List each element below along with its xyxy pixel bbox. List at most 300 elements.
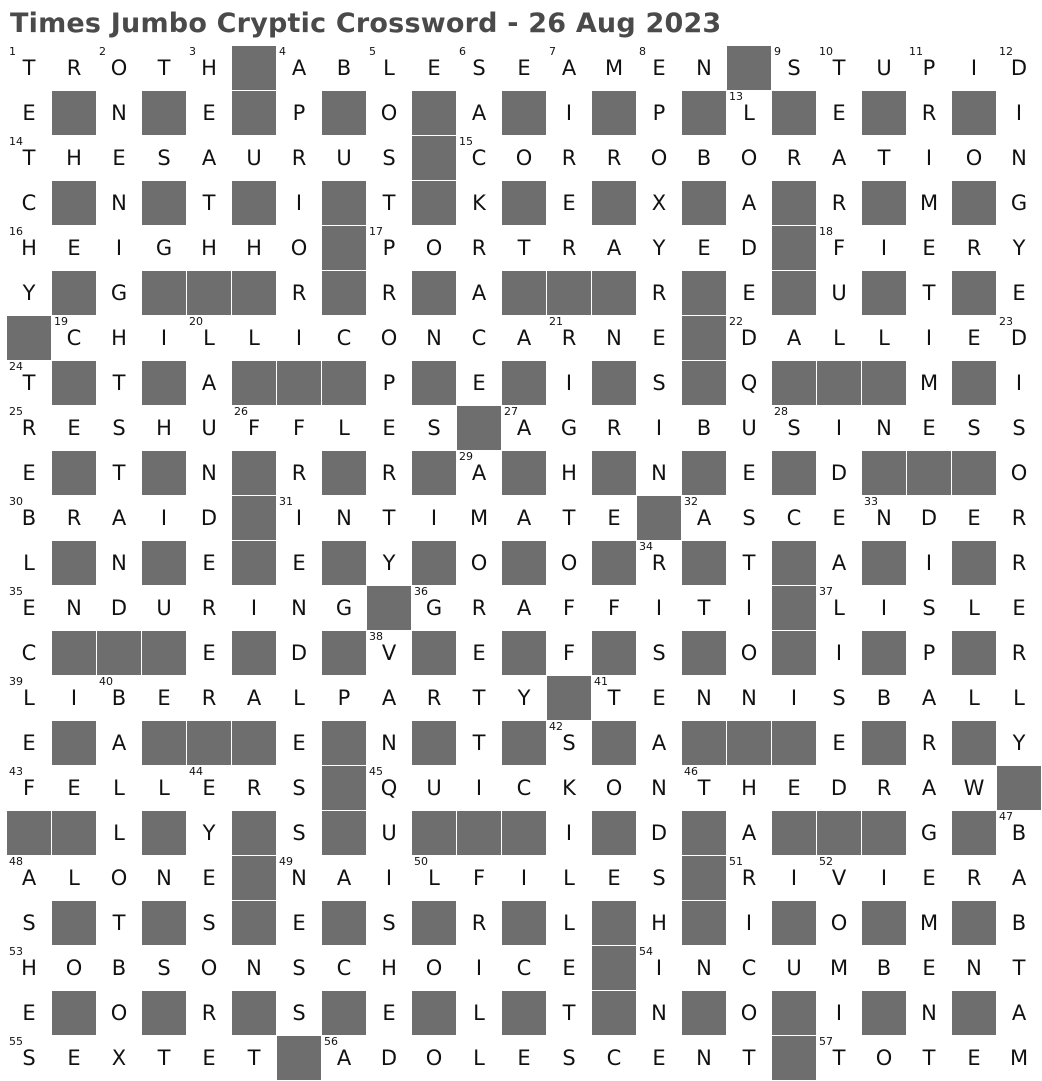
grid-letter-cell[interactable] xyxy=(997,451,1042,496)
grid-letter-cell[interactable] xyxy=(907,631,952,676)
grid-letter-cell[interactable] xyxy=(367,316,412,361)
grid-letter-cell[interactable] xyxy=(547,496,592,541)
grid-letter-cell[interactable] xyxy=(952,856,997,901)
grid-letter-cell[interactable] xyxy=(232,226,277,271)
grid-letter-cell[interactable] xyxy=(412,676,457,721)
grid-letter-cell[interactable] xyxy=(187,991,232,1036)
grid-letter-cell[interactable] xyxy=(232,316,277,361)
grid-letter-cell[interactable] xyxy=(772,766,817,811)
grid-letter-cell[interactable] xyxy=(142,46,187,91)
grid-letter-cell[interactable] xyxy=(592,856,637,901)
grid-letter-cell[interactable] xyxy=(907,676,952,721)
grid-letter-cell[interactable] xyxy=(817,766,862,811)
grid-letter-cell[interactable] xyxy=(97,1036,142,1081)
grid-letter-cell[interactable] xyxy=(7,541,52,586)
grid-letter-cell[interactable] xyxy=(547,226,592,271)
grid-letter-cell[interactable] xyxy=(592,406,637,451)
grid-letter-cell[interactable] xyxy=(547,136,592,181)
grid-letter-cell[interactable] xyxy=(322,496,367,541)
grid-letter-cell[interactable] xyxy=(592,676,637,721)
grid-letter-cell[interactable] xyxy=(502,136,547,181)
grid-letter-cell[interactable] xyxy=(547,901,592,946)
grid-letter-cell[interactable] xyxy=(997,541,1042,586)
grid-letter-cell[interactable] xyxy=(457,451,502,496)
grid-letter-cell[interactable] xyxy=(412,766,457,811)
grid-letter-cell[interactable] xyxy=(187,316,232,361)
grid-letter-cell[interactable] xyxy=(97,901,142,946)
grid-letter-cell[interactable] xyxy=(367,46,412,91)
grid-letter-cell[interactable] xyxy=(862,316,907,361)
grid-letter-cell[interactable] xyxy=(97,91,142,136)
grid-letter-cell[interactable] xyxy=(637,901,682,946)
grid-letter-cell[interactable] xyxy=(52,676,97,721)
grid-letter-cell[interactable] xyxy=(277,406,322,451)
grid-letter-cell[interactable] xyxy=(412,46,457,91)
grid-letter-cell[interactable] xyxy=(7,181,52,226)
grid-letter-cell[interactable] xyxy=(727,91,772,136)
grid-letter-cell[interactable] xyxy=(862,676,907,721)
grid-letter-cell[interactable] xyxy=(997,271,1042,316)
grid-letter-cell[interactable] xyxy=(277,811,322,856)
grid-letter-cell[interactable] xyxy=(997,586,1042,631)
grid-letter-cell[interactable] xyxy=(637,586,682,631)
grid-letter-cell[interactable] xyxy=(817,451,862,496)
grid-letter-cell[interactable] xyxy=(52,136,97,181)
grid-letter-cell[interactable] xyxy=(52,406,97,451)
grid-letter-cell[interactable] xyxy=(862,496,907,541)
grid-letter-cell[interactable] xyxy=(997,361,1042,406)
grid-letter-cell[interactable] xyxy=(907,316,952,361)
grid-letter-cell[interactable] xyxy=(637,91,682,136)
grid-letter-cell[interactable] xyxy=(772,316,817,361)
grid-letter-cell[interactable] xyxy=(817,406,862,451)
grid-letter-cell[interactable] xyxy=(547,856,592,901)
grid-letter-cell[interactable] xyxy=(277,271,322,316)
grid-letter-cell[interactable] xyxy=(322,676,367,721)
grid-letter-cell[interactable] xyxy=(547,811,592,856)
grid-letter-cell[interactable] xyxy=(727,901,772,946)
grid-letter-cell[interactable] xyxy=(457,766,502,811)
grid-letter-cell[interactable] xyxy=(187,361,232,406)
grid-letter-cell[interactable] xyxy=(862,766,907,811)
grid-letter-cell[interactable] xyxy=(277,856,322,901)
grid-letter-cell[interactable] xyxy=(322,316,367,361)
grid-letter-cell[interactable] xyxy=(727,766,772,811)
grid-letter-cell[interactable] xyxy=(547,181,592,226)
grid-letter-cell[interactable] xyxy=(637,541,682,586)
grid-letter-cell[interactable] xyxy=(277,946,322,991)
grid-letter-cell[interactable] xyxy=(7,361,52,406)
grid-letter-cell[interactable] xyxy=(637,361,682,406)
grid-letter-cell[interactable] xyxy=(457,226,502,271)
grid-letter-cell[interactable] xyxy=(502,676,547,721)
grid-letter-cell[interactable] xyxy=(502,766,547,811)
grid-letter-cell[interactable] xyxy=(97,676,142,721)
grid-letter-cell[interactable] xyxy=(277,496,322,541)
grid-letter-cell[interactable] xyxy=(322,136,367,181)
grid-letter-cell[interactable] xyxy=(502,856,547,901)
grid-letter-cell[interactable] xyxy=(727,406,772,451)
grid-letter-cell[interactable] xyxy=(592,226,637,271)
grid-letter-cell[interactable] xyxy=(862,1036,907,1081)
grid-letter-cell[interactable] xyxy=(727,271,772,316)
grid-letter-cell[interactable] xyxy=(277,136,322,181)
grid-letter-cell[interactable] xyxy=(97,136,142,181)
grid-letter-cell[interactable] xyxy=(7,91,52,136)
grid-letter-cell[interactable] xyxy=(277,451,322,496)
grid-letter-cell[interactable] xyxy=(7,721,52,766)
grid-letter-cell[interactable] xyxy=(187,901,232,946)
grid-letter-cell[interactable] xyxy=(187,181,232,226)
grid-letter-cell[interactable] xyxy=(547,316,592,361)
grid-letter-cell[interactable] xyxy=(7,631,52,676)
grid-letter-cell[interactable] xyxy=(232,136,277,181)
grid-letter-cell[interactable] xyxy=(997,316,1042,361)
grid-letter-cell[interactable] xyxy=(592,46,637,91)
grid-letter-cell[interactable] xyxy=(817,991,862,1036)
grid-letter-cell[interactable] xyxy=(232,406,277,451)
grid-letter-cell[interactable] xyxy=(277,316,322,361)
grid-letter-cell[interactable] xyxy=(277,721,322,766)
grid-letter-cell[interactable] xyxy=(817,1036,862,1081)
grid-letter-cell[interactable] xyxy=(187,946,232,991)
grid-letter-cell[interactable] xyxy=(907,91,952,136)
grid-letter-cell[interactable] xyxy=(727,586,772,631)
grid-letter-cell[interactable] xyxy=(52,856,97,901)
grid-letter-cell[interactable] xyxy=(367,406,412,451)
grid-letter-cell[interactable] xyxy=(637,181,682,226)
grid-letter-cell[interactable] xyxy=(592,766,637,811)
grid-letter-cell[interactable] xyxy=(277,46,322,91)
grid-letter-cell[interactable] xyxy=(502,316,547,361)
grid-letter-cell[interactable] xyxy=(7,676,52,721)
grid-letter-cell[interactable] xyxy=(592,1036,637,1081)
grid-letter-cell[interactable] xyxy=(142,496,187,541)
grid-letter-cell[interactable] xyxy=(682,676,727,721)
grid-letter-cell[interactable] xyxy=(187,811,232,856)
grid-letter-cell[interactable] xyxy=(907,991,952,1036)
grid-letter-cell[interactable] xyxy=(457,676,502,721)
grid-letter-cell[interactable] xyxy=(862,856,907,901)
grid-letter-cell[interactable] xyxy=(97,451,142,496)
grid-letter-cell[interactable] xyxy=(277,631,322,676)
grid-letter-cell[interactable] xyxy=(142,766,187,811)
grid-letter-cell[interactable] xyxy=(52,496,97,541)
grid-letter-cell[interactable] xyxy=(277,901,322,946)
grid-letter-cell[interactable] xyxy=(412,586,457,631)
grid-letter-cell[interactable] xyxy=(637,226,682,271)
grid-letter-cell[interactable] xyxy=(367,1036,412,1081)
grid-letter-cell[interactable] xyxy=(637,991,682,1036)
grid-letter-cell[interactable] xyxy=(682,46,727,91)
grid-letter-cell[interactable] xyxy=(142,856,187,901)
grid-letter-cell[interactable] xyxy=(412,316,457,361)
grid-letter-cell[interactable] xyxy=(457,136,502,181)
grid-letter-cell[interactable] xyxy=(547,766,592,811)
grid-letter-cell[interactable] xyxy=(817,676,862,721)
grid-letter-cell[interactable] xyxy=(952,136,997,181)
grid-letter-cell[interactable] xyxy=(907,271,952,316)
grid-letter-cell[interactable] xyxy=(412,1036,457,1081)
grid-letter-cell[interactable] xyxy=(637,271,682,316)
grid-letter-cell[interactable] xyxy=(187,856,232,901)
grid-letter-cell[interactable] xyxy=(817,946,862,991)
grid-letter-cell[interactable] xyxy=(457,541,502,586)
grid-letter-cell[interactable] xyxy=(187,586,232,631)
grid-letter-cell[interactable] xyxy=(457,496,502,541)
grid-letter-cell[interactable] xyxy=(7,496,52,541)
grid-letter-cell[interactable] xyxy=(367,721,412,766)
grid-letter-cell[interactable] xyxy=(547,586,592,631)
grid-letter-cell[interactable] xyxy=(772,46,817,91)
grid-letter-cell[interactable] xyxy=(277,91,322,136)
grid-letter-cell[interactable] xyxy=(457,1036,502,1081)
grid-letter-cell[interactable] xyxy=(727,496,772,541)
grid-letter-cell[interactable] xyxy=(502,226,547,271)
grid-letter-cell[interactable] xyxy=(997,406,1042,451)
grid-letter-cell[interactable] xyxy=(142,136,187,181)
grid-letter-cell[interactable] xyxy=(907,721,952,766)
grid-letter-cell[interactable] xyxy=(727,316,772,361)
grid-letter-cell[interactable] xyxy=(7,226,52,271)
grid-letter-cell[interactable] xyxy=(187,631,232,676)
grid-letter-cell[interactable] xyxy=(637,451,682,496)
grid-letter-cell[interactable] xyxy=(97,946,142,991)
grid-letter-cell[interactable] xyxy=(727,991,772,1036)
grid-letter-cell[interactable] xyxy=(817,721,862,766)
grid-letter-cell[interactable] xyxy=(457,991,502,1036)
grid-letter-cell[interactable] xyxy=(952,676,997,721)
grid-letter-cell[interactable] xyxy=(142,586,187,631)
grid-letter-cell[interactable] xyxy=(367,946,412,991)
grid-letter-cell[interactable] xyxy=(772,856,817,901)
grid-letter-cell[interactable] xyxy=(7,1036,52,1081)
grid-letter-cell[interactable] xyxy=(367,766,412,811)
grid-letter-cell[interactable] xyxy=(457,181,502,226)
grid-letter-cell[interactable] xyxy=(907,46,952,91)
grid-letter-cell[interactable] xyxy=(727,136,772,181)
grid-letter-cell[interactable] xyxy=(97,856,142,901)
grid-letter-cell[interactable] xyxy=(817,496,862,541)
grid-letter-cell[interactable] xyxy=(637,1036,682,1081)
grid-letter-cell[interactable] xyxy=(727,856,772,901)
grid-letter-cell[interactable] xyxy=(952,226,997,271)
grid-letter-cell[interactable] xyxy=(907,946,952,991)
grid-letter-cell[interactable] xyxy=(817,91,862,136)
grid-letter-cell[interactable] xyxy=(412,946,457,991)
grid-letter-cell[interactable] xyxy=(7,46,52,91)
grid-letter-cell[interactable] xyxy=(97,226,142,271)
grid-letter-cell[interactable] xyxy=(277,226,322,271)
grid-letter-cell[interactable] xyxy=(637,766,682,811)
grid-letter-cell[interactable] xyxy=(682,586,727,631)
grid-letter-cell[interactable] xyxy=(187,91,232,136)
grid-letter-cell[interactable] xyxy=(547,406,592,451)
grid-letter-cell[interactable] xyxy=(232,1036,277,1081)
grid-letter-cell[interactable] xyxy=(187,676,232,721)
grid-letter-cell[interactable] xyxy=(727,541,772,586)
grid-letter-cell[interactable] xyxy=(997,226,1042,271)
grid-letter-cell[interactable] xyxy=(502,1036,547,1081)
grid-letter-cell[interactable] xyxy=(412,226,457,271)
grid-letter-cell[interactable] xyxy=(367,676,412,721)
grid-letter-cell[interactable] xyxy=(997,901,1042,946)
grid-letter-cell[interactable] xyxy=(52,46,97,91)
grid-letter-cell[interactable] xyxy=(457,901,502,946)
grid-letter-cell[interactable] xyxy=(52,316,97,361)
grid-letter-cell[interactable] xyxy=(952,766,997,811)
grid-letter-cell[interactable] xyxy=(367,541,412,586)
grid-letter-cell[interactable] xyxy=(772,136,817,181)
grid-letter-cell[interactable] xyxy=(817,46,862,91)
grid-letter-cell[interactable] xyxy=(637,631,682,676)
grid-letter-cell[interactable] xyxy=(547,1036,592,1081)
grid-letter-cell[interactable] xyxy=(547,991,592,1036)
grid-letter-cell[interactable] xyxy=(277,676,322,721)
grid-letter-cell[interactable] xyxy=(142,406,187,451)
grid-letter-cell[interactable] xyxy=(997,1036,1042,1081)
grid-letter-cell[interactable] xyxy=(97,271,142,316)
grid-letter-cell[interactable] xyxy=(277,541,322,586)
grid-letter-cell[interactable] xyxy=(952,46,997,91)
grid-letter-cell[interactable] xyxy=(907,811,952,856)
grid-letter-cell[interactable] xyxy=(367,631,412,676)
grid-letter-cell[interactable] xyxy=(457,316,502,361)
grid-letter-cell[interactable] xyxy=(997,811,1042,856)
grid-letter-cell[interactable] xyxy=(322,586,367,631)
grid-letter-cell[interactable] xyxy=(322,856,367,901)
grid-letter-cell[interactable] xyxy=(907,901,952,946)
grid-letter-cell[interactable] xyxy=(187,496,232,541)
crossword-grid[interactable] xyxy=(6,45,1042,1081)
grid-letter-cell[interactable] xyxy=(367,811,412,856)
grid-letter-cell[interactable] xyxy=(457,946,502,991)
grid-letter-cell[interactable] xyxy=(7,451,52,496)
grid-letter-cell[interactable] xyxy=(952,406,997,451)
grid-letter-cell[interactable] xyxy=(637,721,682,766)
grid-letter-cell[interactable] xyxy=(682,766,727,811)
grid-letter-cell[interactable] xyxy=(997,46,1042,91)
grid-letter-cell[interactable] xyxy=(367,856,412,901)
grid-letter-cell[interactable] xyxy=(907,1036,952,1081)
grid-letter-cell[interactable] xyxy=(952,1036,997,1081)
grid-letter-cell[interactable] xyxy=(142,226,187,271)
grid-letter-cell[interactable] xyxy=(772,406,817,451)
grid-letter-cell[interactable] xyxy=(862,136,907,181)
grid-letter-cell[interactable] xyxy=(367,901,412,946)
grid-letter-cell[interactable] xyxy=(457,91,502,136)
grid-letter-cell[interactable] xyxy=(772,676,817,721)
grid-letter-cell[interactable] xyxy=(457,856,502,901)
grid-letter-cell[interactable] xyxy=(232,586,277,631)
grid-letter-cell[interactable] xyxy=(817,181,862,226)
grid-letter-cell[interactable] xyxy=(592,136,637,181)
grid-letter-cell[interactable] xyxy=(97,496,142,541)
grid-letter-cell[interactable] xyxy=(592,316,637,361)
grid-letter-cell[interactable] xyxy=(412,406,457,451)
grid-letter-cell[interactable] xyxy=(322,406,367,451)
grid-letter-cell[interactable] xyxy=(277,181,322,226)
grid-letter-cell[interactable] xyxy=(862,46,907,91)
grid-letter-cell[interactable] xyxy=(322,1036,367,1081)
grid-letter-cell[interactable] xyxy=(277,991,322,1036)
grid-letter-cell[interactable] xyxy=(772,496,817,541)
grid-letter-cell[interactable] xyxy=(52,766,97,811)
grid-letter-cell[interactable] xyxy=(637,406,682,451)
grid-letter-cell[interactable] xyxy=(187,46,232,91)
grid-letter-cell[interactable] xyxy=(547,91,592,136)
grid-letter-cell[interactable] xyxy=(7,586,52,631)
grid-letter-cell[interactable] xyxy=(142,946,187,991)
grid-letter-cell[interactable] xyxy=(367,991,412,1036)
grid-letter-cell[interactable] xyxy=(277,586,322,631)
grid-letter-cell[interactable] xyxy=(817,631,862,676)
grid-letter-cell[interactable] xyxy=(907,136,952,181)
grid-letter-cell[interactable] xyxy=(7,946,52,991)
grid-letter-cell[interactable] xyxy=(7,766,52,811)
grid-letter-cell[interactable] xyxy=(232,946,277,991)
grid-letter-cell[interactable] xyxy=(52,946,97,991)
grid-letter-cell[interactable] xyxy=(502,46,547,91)
grid-letter-cell[interactable] xyxy=(907,406,952,451)
grid-letter-cell[interactable] xyxy=(97,766,142,811)
grid-letter-cell[interactable] xyxy=(682,136,727,181)
grid-letter-cell[interactable] xyxy=(907,181,952,226)
grid-letter-cell[interactable] xyxy=(457,46,502,91)
grid-letter-cell[interactable] xyxy=(637,46,682,91)
grid-letter-cell[interactable] xyxy=(367,91,412,136)
grid-letter-cell[interactable] xyxy=(907,766,952,811)
grid-letter-cell[interactable] xyxy=(367,496,412,541)
grid-letter-cell[interactable] xyxy=(907,361,952,406)
grid-letter-cell[interactable] xyxy=(727,451,772,496)
grid-letter-cell[interactable] xyxy=(457,631,502,676)
grid-letter-cell[interactable] xyxy=(997,496,1042,541)
grid-letter-cell[interactable] xyxy=(547,541,592,586)
grid-letter-cell[interactable] xyxy=(97,541,142,586)
grid-letter-cell[interactable] xyxy=(502,496,547,541)
grid-letter-cell[interactable] xyxy=(727,631,772,676)
grid-letter-cell[interactable] xyxy=(412,496,457,541)
grid-letter-cell[interactable] xyxy=(727,676,772,721)
grid-letter-cell[interactable] xyxy=(952,496,997,541)
grid-letter-cell[interactable] xyxy=(952,946,997,991)
grid-letter-cell[interactable] xyxy=(367,226,412,271)
grid-letter-cell[interactable] xyxy=(97,991,142,1036)
grid-letter-cell[interactable] xyxy=(862,226,907,271)
grid-letter-cell[interactable] xyxy=(727,361,772,406)
grid-letter-cell[interactable] xyxy=(187,1036,232,1081)
grid-letter-cell[interactable] xyxy=(502,946,547,991)
grid-letter-cell[interactable] xyxy=(592,586,637,631)
grid-letter-cell[interactable] xyxy=(457,586,502,631)
grid-letter-cell[interactable] xyxy=(682,1036,727,1081)
grid-letter-cell[interactable] xyxy=(97,361,142,406)
grid-letter-cell[interactable] xyxy=(187,766,232,811)
grid-letter-cell[interactable] xyxy=(502,586,547,631)
grid-letter-cell[interactable] xyxy=(547,361,592,406)
grid-letter-cell[interactable] xyxy=(862,586,907,631)
grid-letter-cell[interactable] xyxy=(727,811,772,856)
grid-letter-cell[interactable] xyxy=(97,181,142,226)
grid-letter-cell[interactable] xyxy=(97,406,142,451)
grid-letter-cell[interactable] xyxy=(817,316,862,361)
grid-letter-cell[interactable] xyxy=(142,316,187,361)
grid-letter-cell[interactable] xyxy=(52,226,97,271)
grid-letter-cell[interactable] xyxy=(997,946,1042,991)
grid-letter-cell[interactable] xyxy=(817,271,862,316)
grid-letter-cell[interactable] xyxy=(907,856,952,901)
